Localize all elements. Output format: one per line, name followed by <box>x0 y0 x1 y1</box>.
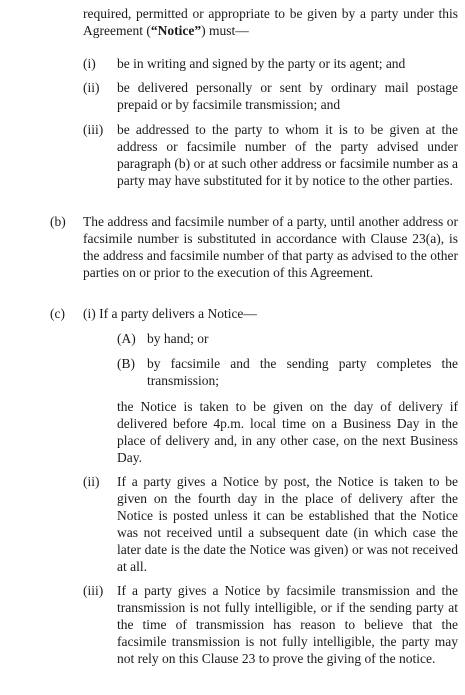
list-a-text-2: be delivered personally or sent by ordinary mail postage prepaid or by facsimile transmission; and <box>117 80 458 112</box>
para-b-text: The address and facsimile number of a party, until another address or facsimile number is substituted in accordance with Clause 23(a), is the address and facsimile number of that party as advised to the other parties on or prior to the execution of this Agreement. <box>83 214 458 280</box>
para-c-item-num-iii: (iii) <box>83 583 104 598</box>
list-a-num-2: (ii) <box>83 80 100 95</box>
para-c-item-text-iii: If a party gives a Notice by facsimile transmission and the transmission is not fully intelligible, or if the sending party at the time of transmission has reason to believe that the facsimile transmission is not fully intelligible, the party may not rely on this Clause 23 to prove the giving of the notice. <box>117 583 458 666</box>
notice-defined-term: “Notice” <box>150 23 202 38</box>
list-a-text-1: be in writing and signed by the party or its agent; and <box>117 56 406 71</box>
para-c-sub-num-a: (A) <box>117 331 136 346</box>
list-a-num-3: (iii) <box>83 122 104 137</box>
intro-paragraph <box>83 5 458 39</box>
para-c-sub-num-b: (B) <box>117 356 135 371</box>
para-b-num: (b) <box>50 214 66 229</box>
para-c-sub-text-a: by hand; or <box>147 331 209 346</box>
list-a-text-3: be addressed to the party to whom it is to be given at the address or facsimile number of the party advised under paragraph (b) or at such other address or facsimile number as a party may have substituted for it by notice to the other parties. <box>117 122 458 188</box>
list-a-num-1: (i) <box>83 56 96 71</box>
para-c-lead: (i) If a party delivers a Notice— <box>83 306 257 321</box>
intro-text-after: ) must— <box>201 23 249 38</box>
para-c-sub-text-b: by facsimile and the sending party completes the transmission; <box>147 356 458 388</box>
para-c-item-text-ii: If a party gives a Notice by post, the Notice is taken to be given on the fourth day in the place of delivery after the Notice is posted unless it can be established that the Notice was not received until a subsequent date (in which case the later date is the date the Notice was given) or was not received at all. <box>117 474 458 574</box>
para-c-item-num-ii: (ii) <box>83 474 100 489</box>
intro-text-before: required, permitted or appropriate to be given by a party under this Agreement ( <box>83 6 458 38</box>
para-c-tail: the Notice is taken to be given on the day of delivery if delivered before 4p.m. local time on a Business Day in the place of delivery and, in any other case, on the next Business Day. <box>117 399 458 465</box>
para-c-num: (c) <box>50 306 65 321</box>
